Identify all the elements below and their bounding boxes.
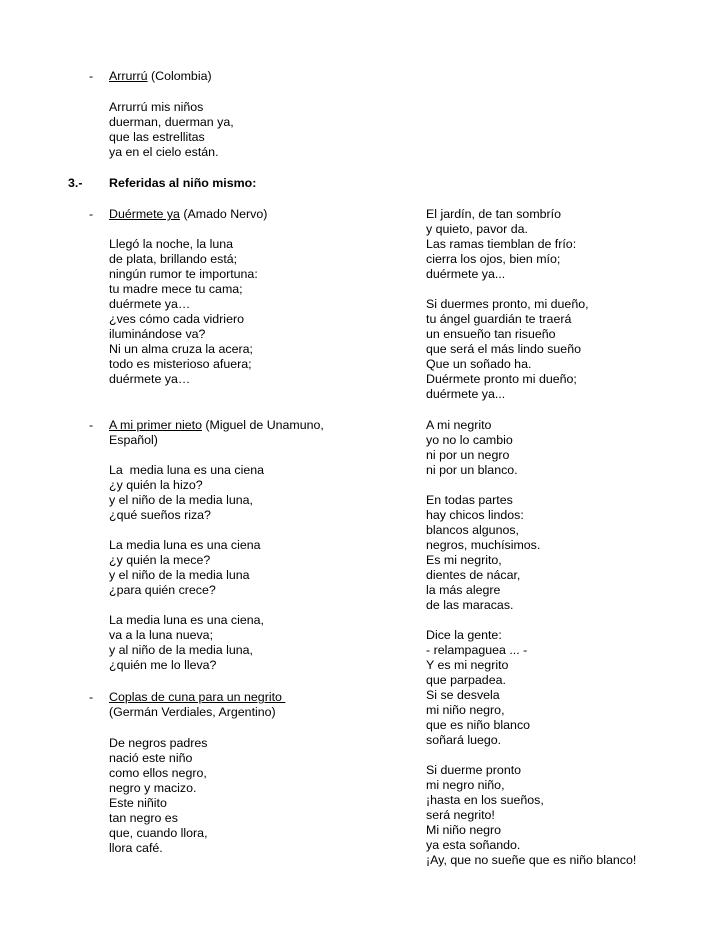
poem-title-nieto [109,418,324,433]
verse-line: Dice la gente: [426,628,502,642]
verse-line: duérmete ya… [109,372,191,386]
verse-line: La media luna es una ciena, [109,613,264,627]
poem-author: (Amado Nervo) [179,207,268,221]
bullet-dash: - [89,418,94,432]
verse-line: ¡hasta en los sueños, [426,793,544,807]
verse-line: La media luna es una ciena [109,463,264,477]
verse-line: Llegó la noche, la luna [109,237,234,251]
poem-duermete-lines [109,237,258,387]
bullet-dash: - [89,690,94,704]
verse-line: duérmete ya… [109,297,191,311]
verse-line: ¿y quién la hizo? [109,478,203,492]
verse-line: Si duerme pronto [426,763,522,777]
verse-line: Duérmete pronto mi dueño; [426,372,577,386]
verse-line: ¿qué sueños riza? [109,508,211,522]
verse-line: que las estrellitas [109,130,205,144]
verse-line: soñará luego. [426,733,502,747]
poem-title-coplas [109,690,285,705]
verse-line: que es niño blanco [426,718,531,732]
verse-line: será negrito! [426,808,495,822]
verse-line: blancos algunos, [426,523,519,537]
verse-line: tu ángel guardián te traerá [426,312,572,326]
verse-line: ya esta soñando. [426,838,521,852]
verse-line: como ellos negro, [109,766,207,780]
verse-line: cierra los ojos, bien mío; [426,252,561,266]
verse-line: y quieto, pavor da. [426,222,528,236]
verse-line: de plata, brillando está; [109,252,238,266]
verse-line: El jardín, de tan sombrío [426,207,561,221]
verse-line: Arrurrú mis niños [109,100,204,114]
poem-origin: (Colombia) [147,69,212,83]
verse-line: hay chicos lindos: [426,508,524,522]
verse-line: ya en el cielo están. [109,145,219,159]
verse-line: La media luna es una ciena [109,538,261,552]
verse-line: y al niño de la media luna, [109,643,253,657]
verse-line: llora café. [109,841,163,855]
poem-coplas-right-column [426,418,636,868]
verse-line: Y es mi negrito [426,658,509,672]
verse-line: De negros padres [109,736,208,750]
verse-line: un ensueño tan risueño [426,327,556,341]
verse-line: ni por un blanco. [426,463,518,477]
poem-coplas-lines [109,736,208,856]
verse-line: ni por un negro [426,448,510,462]
verse-line: que será el más lindo sueño [426,342,581,356]
verse-line: duerman, duerman ya, [109,115,234,129]
verse-line: que, cuando llora, [109,826,208,840]
verse-line: ¿y quién la mece? [109,553,211,567]
poem-title-arrurru [109,69,212,84]
verse-line: yo no lo cambio [426,433,513,447]
verse-line: y el niño de la media luna [109,568,250,582]
verse-line: iluminándose va? [109,327,206,341]
poem-title-duermete [109,207,267,222]
verse-line: tan negro es [109,811,178,825]
verse-line: nació este niño [109,751,193,765]
section-number: 3.- [68,176,83,190]
verse-line: negros, muchísimos. [426,538,541,552]
poem-title-text: Duérmete ya [109,207,180,221]
poem-author: (Miguel de Unamuno, [201,418,324,432]
verse-line: de las maracas. [426,598,514,612]
verse-line: Las ramas tiemblan de frío: [426,237,577,251]
verse-line: ¿para quién crece? [109,583,216,597]
verse-line: ¿quién me lo lleva? [109,658,217,672]
verse-line: ¿ves cómo cada vidriero [109,312,244,326]
verse-line: negro y macizo. [109,781,197,795]
verse-line: que parpadea. [426,673,506,687]
poem-title-text: A mi primer nieto [109,418,202,432]
verse-line: mi negro niño, [426,778,505,792]
verse-line: todo es misterioso afuera; [109,357,252,371]
verse-line: ¡Ay, que no sueñe que es niño blanco! [426,853,637,867]
poem-author: (Germán Verdiales, Argentino) [109,705,276,719]
verse-line: Si se desvela [426,688,500,702]
poem-nieto-lines [109,463,264,673]
verse-line: En todas partes [426,493,513,507]
poem-title-text: Arrurrú [109,69,148,83]
verse-line: Ni un alma cruza la acera; [109,342,253,356]
verse-line: va a la luna nueva; [109,628,214,642]
verse-line: Si duermes pronto, mi dueño, [426,297,589,311]
verse-line: duérmete ya... [426,387,506,401]
verse-line: mi niño negro, [426,703,505,717]
poem-duermete-right-column [426,207,589,402]
verse-line: Que un soñado ha. [426,357,532,371]
verse-line: ningún rumor te importuna: [109,267,258,281]
poem-title-text: Coplas de cuna para un negrito [109,690,286,704]
verse-line: la más alegre [426,583,501,597]
verse-line: dientes de nácar, [426,568,521,582]
verse-line: Es mi negrito, [426,553,502,567]
poem-arrurru-lines [109,100,234,160]
verse-line: Este niñito [109,796,167,810]
section-heading: Referidas al niño mismo: [109,176,257,190]
bullet-dash: - [89,207,94,221]
verse-line: duérmete ya... [426,267,506,281]
verse-line: - relampaguea ... - [426,643,528,657]
verse-line: y el niño de la media luna, [109,493,253,507]
verse-line: Mi niño negro [426,823,502,837]
verse-line: A mi negrito [426,418,492,432]
bullet-dash: - [89,69,94,83]
poem-author-continued: Español) [109,433,158,447]
verse-line: tu madre mece tu cama; [109,282,243,296]
